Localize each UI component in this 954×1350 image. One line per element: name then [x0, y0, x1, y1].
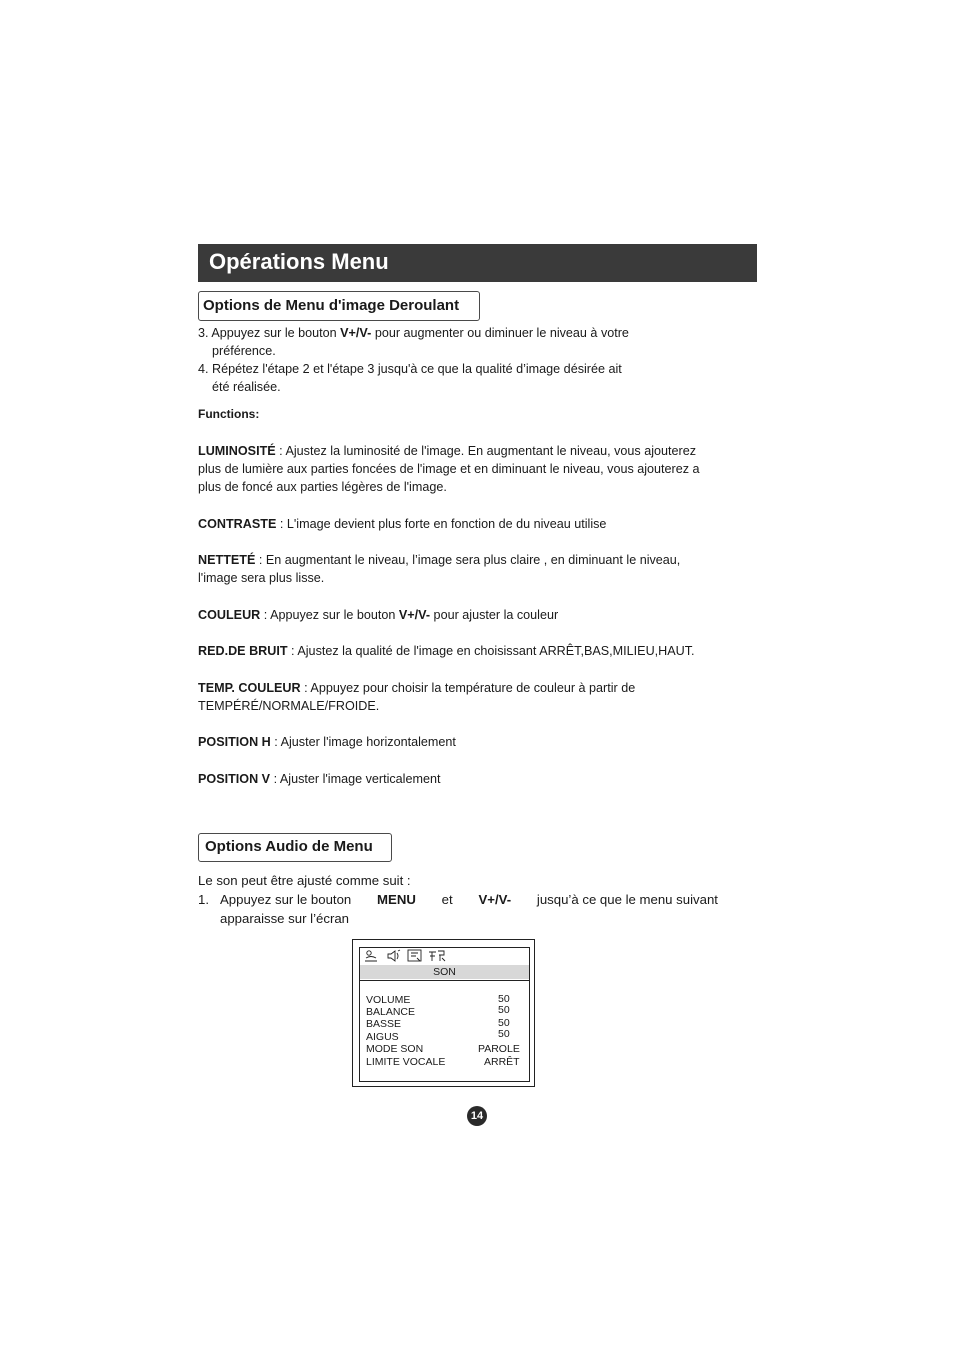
osd-item-mode-son-label: MODE SON: [366, 1043, 424, 1055]
osd-item-mode-son-value: PAROLE: [478, 1043, 520, 1055]
step-3-number: 3.: [198, 326, 209, 340]
audio-step-1-volume-key: V+/V-: [478, 892, 512, 907]
step-4-line-1: 4. Répétez l'étape 2 et l'étape 3 jusqu'à ce que la qualité d’image désirée ait: [198, 362, 622, 376]
audio-section-title: Options Audio de Menu: [205, 838, 373, 855]
nettete-label: NETTETÉ: [198, 553, 256, 567]
step-3-line-1: [198, 324, 629, 342]
audio-step-1-number: 1.: [198, 892, 209, 907]
nettete-line-1: [198, 551, 680, 569]
position-h-text: : Ajuster l'image horizontalement: [270, 735, 456, 749]
osd-item-basse-label: BASSE: [366, 1018, 402, 1030]
nettete-line-2: l'image sera plus lisse.: [198, 571, 325, 585]
osd-item-balance-value: 50: [498, 1004, 510, 1016]
osd-icon-row: [360, 948, 529, 966]
osd-menu-panel: [359, 947, 530, 1082]
step-3-line-2: préférence.: [212, 344, 276, 358]
luminosite-line-3: plus de foncé aux parties légères de l'image.: [198, 480, 447, 494]
couleur-label: COULEUR: [198, 608, 261, 622]
contraste-label: CONTRASTE: [198, 517, 277, 531]
osd-item-aigus-label: AIGUS: [366, 1031, 399, 1043]
contraste-text: : L'image devient plus forte en fonction de du niveau utilise: [276, 517, 607, 531]
step-3-text: Appuyez sur le bouton: [211, 326, 337, 340]
step-3-key: V+/V-: [340, 326, 372, 340]
osd-item-basse-value: 50: [498, 1017, 510, 1029]
audio-section-header: [198, 833, 392, 862]
audio-step-1-text-rest: jusqu’à ce que le menu suivant: [536, 892, 718, 907]
position-v-line: [198, 770, 440, 788]
audio-step-1-line-2: apparaisse sur l’écran: [220, 911, 350, 926]
temp-couleur-line-2: TEMPÉRÉ/NORMALE/FROIDE.: [198, 699, 380, 713]
couleur-key: V+/V-: [398, 608, 431, 622]
nettete-text: : En augmentant le niveau, l’image sera plus claire , en diminuant le niveau,: [255, 553, 681, 567]
step-3-text-rest: pour augmenter ou diminuer le niveau à votre: [374, 326, 629, 340]
osd-sound-menu: [352, 939, 535, 1087]
osd-menu-list: [360, 980, 529, 1077]
audio-intro: Le son peut être ajusté comme suit :: [198, 873, 411, 888]
couleur-line: [198, 606, 558, 624]
osd-item-limite-vocale-label: LIMITE VOCALE: [366, 1056, 446, 1068]
step-4-line-2: été réalisée.: [212, 380, 281, 394]
couleur-text: : Appuyez sur le bouton: [260, 608, 399, 622]
bruit-line: [198, 642, 695, 660]
contraste-line: [198, 515, 606, 533]
position-v-label: POSITION V: [198, 772, 271, 786]
temp-couleur-label: TEMP. COULEUR: [198, 681, 301, 695]
luminosite-label: LUMINOSITÉ: [198, 444, 276, 458]
audio-step-1-text: Appuyez sur le bouton: [220, 892, 352, 907]
osd-item-volume-value: 50: [498, 993, 510, 1005]
temp-couleur-text: : Appuyez pour choisir la température de couleur à partir de: [300, 681, 636, 695]
bruit-text: : Ajustez la qualité de l'image en choisissant ARRÊT,BAS,MILIEU,HAUT.: [287, 644, 695, 658]
bruit-label: RED.DE BRUIT: [198, 644, 288, 658]
luminosite-line-2: plus de lumière aux parties foncées de l'image et en diminuant le niveau, vous ajouterez a: [198, 462, 700, 476]
position-h-line: [198, 733, 456, 751]
picture-section-header: [198, 291, 480, 321]
position-v-text: : Ajuster l'image verticalement: [270, 772, 441, 786]
temp-couleur-line-1: [198, 679, 635, 697]
osd-item-volume-label: VOLUME: [366, 994, 411, 1006]
page-header-banner: [198, 244, 757, 282]
osd-item-aigus-value: 50: [498, 1028, 510, 1040]
audio-step-1-menu-key: MENU: [377, 892, 416, 907]
osd-item-balance-label: BALANCE: [366, 1006, 416, 1018]
osd-menu-title: SON: [360, 965, 529, 979]
page-title: Opérations Menu: [209, 249, 389, 274]
osd-item-limite-vocale-value: ARRÊT: [484, 1056, 520, 1068]
page-number-badge: 14: [467, 1106, 487, 1126]
couleur-text-rest: pour ajuster la couleur: [430, 608, 559, 622]
position-h-label: POSITION H: [198, 735, 271, 749]
audio-step-1-and: et: [441, 892, 453, 907]
luminosite-text: : Ajustez la luminosité de l'image. En augmentant le niveau, vous ajouterez: [275, 444, 697, 458]
functions-label: Functions:: [198, 407, 260, 421]
picture-section-title: Options de Menu d'image Deroulant: [203, 297, 460, 314]
luminosite-line-1: [198, 442, 696, 460]
